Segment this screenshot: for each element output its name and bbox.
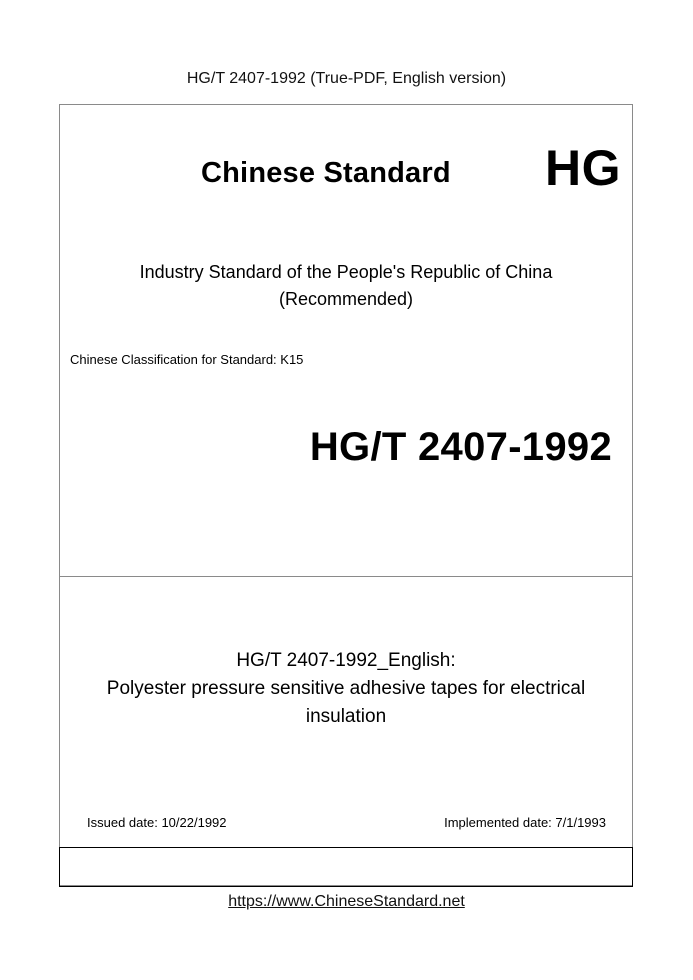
document-title (60, 647, 632, 731)
cover-bottom-box (59, 847, 633, 887)
industry-line-2: (Recommended) (278, 289, 414, 309)
website-link[interactable]: https://www.ChineseStandard.net (228, 893, 465, 910)
document-title-line-2: Polyester pressure sensitive adhesive tapes for electrical (106, 678, 586, 699)
page-header: HG/T 2407-1992 (True-PDF, English version) (186, 70, 507, 87)
standard-number: HG/T 2407-1992 (309, 425, 612, 469)
classification-label: Chinese Classification for Standard: K15 (70, 352, 304, 367)
industry-standard-heading (60, 259, 632, 313)
document-title-line-1: HG/T 2407-1992_English: (236, 650, 456, 671)
industry-line-1: Industry Standard of the People's Republic of China (139, 262, 553, 282)
cover-middle-section (60, 577, 632, 847)
document-title-line-3: insulation (305, 706, 387, 727)
standard-title: Chinese Standard (201, 157, 451, 189)
cover-frame (59, 104, 633, 886)
cover-top-section (60, 105, 632, 577)
standard-mark: HG (545, 140, 621, 196)
implemented-date: Implemented date: 7/1/1993 (444, 815, 606, 830)
issued-date: Issued date: 10/22/1992 (87, 815, 227, 830)
